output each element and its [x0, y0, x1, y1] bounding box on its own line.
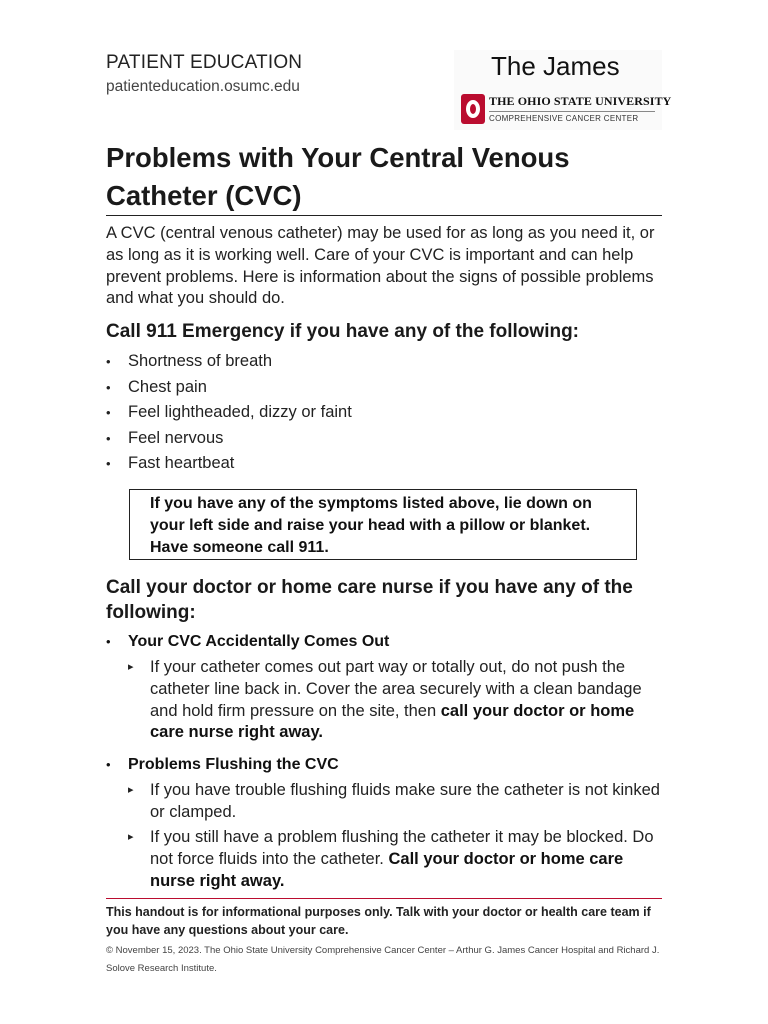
page-title: Problems with Your Central Venous Catheter (CVC)	[106, 142, 570, 211]
sub-item-text: If you still have a problem flushing the catheter it may be blocked. Do not force fluids into the catheter.	[150, 828, 654, 868]
list-item: • Fast heartbeat	[106, 451, 662, 477]
list-item: • Chest pain	[106, 375, 662, 401]
james-logo	[454, 50, 672, 130]
symptom-list	[106, 349, 662, 477]
sub-item-bold: call your doctor or home care nurse right away.	[150, 701, 635, 742]
logo-divider	[489, 111, 655, 112]
website-url[interactable]: patienteducation.osumc.edu	[106, 78, 300, 95]
doctor-heading: Call your doctor or home care nurse if you have any of the following:	[106, 577, 633, 623]
list-item: • Shortness of breath	[106, 349, 662, 375]
department-label: PATIENT EDUCATION	[106, 52, 303, 73]
logo-name: The James	[491, 51, 620, 81]
sub-item-bold: Call your doctor or home care nurse right away.	[150, 849, 624, 890]
title-divider	[106, 215, 662, 216]
sub-item-text: If your catheter comes out part way or totally out, do not push the catheter line back in. Cover the area securely with a clean bandage and hold firm pressure on the site, then	[150, 658, 642, 720]
sub-item-text: If you have trouble flushing fluids make sure the catheter is not kinked or clamped.	[150, 781, 660, 821]
item-heading-flushing: • Problems Flushing the CVC	[106, 754, 662, 775]
logo-university: THE OHIO STATE UNIVERSITY	[489, 94, 672, 108]
emergency-heading: Call 911 Emergency if you have any of the following:	[106, 321, 580, 342]
block-o-icon	[461, 94, 485, 124]
footer-divider	[106, 898, 662, 899]
list-item: • Feel nervous	[106, 426, 662, 452]
sub-item	[128, 780, 662, 824]
callout-text: If you have any of the symptoms listed above, lie down on your left side and raise your head with a pillow or blanket. Have someone call 911.	[150, 495, 592, 556]
intro-paragraph: A CVC (central venous catheter) may be used for as long as you need it, or as long as it is working well. Care of your CVC is important and can help prevent problems. Here is information about the signs of possible problems and what you should do.	[106, 224, 655, 308]
disclaimer-text: This handout is for informational purposes only. Talk with your doctor or health care team if you have any questions about your care.	[106, 905, 651, 937]
list-item: • Feel lightheaded, dizzy or faint	[106, 400, 662, 426]
copyright-text: © November 15, 2023. The Ohio State University Comprehensive Cancer Center – Arthur G. James Cancer Hospital and Richard J. Solove Research Institute.	[106, 945, 660, 974]
emergency-callout-box	[129, 489, 637, 560]
item-heading-cvc-comes-out: • Your CVC Accidentally Comes Out	[106, 631, 662, 652]
logo-center: COMPREHENSIVE CANCER CENTER	[489, 114, 639, 123]
page-header	[106, 50, 672, 130]
sub-item	[128, 827, 662, 892]
sub-item	[128, 657, 662, 744]
